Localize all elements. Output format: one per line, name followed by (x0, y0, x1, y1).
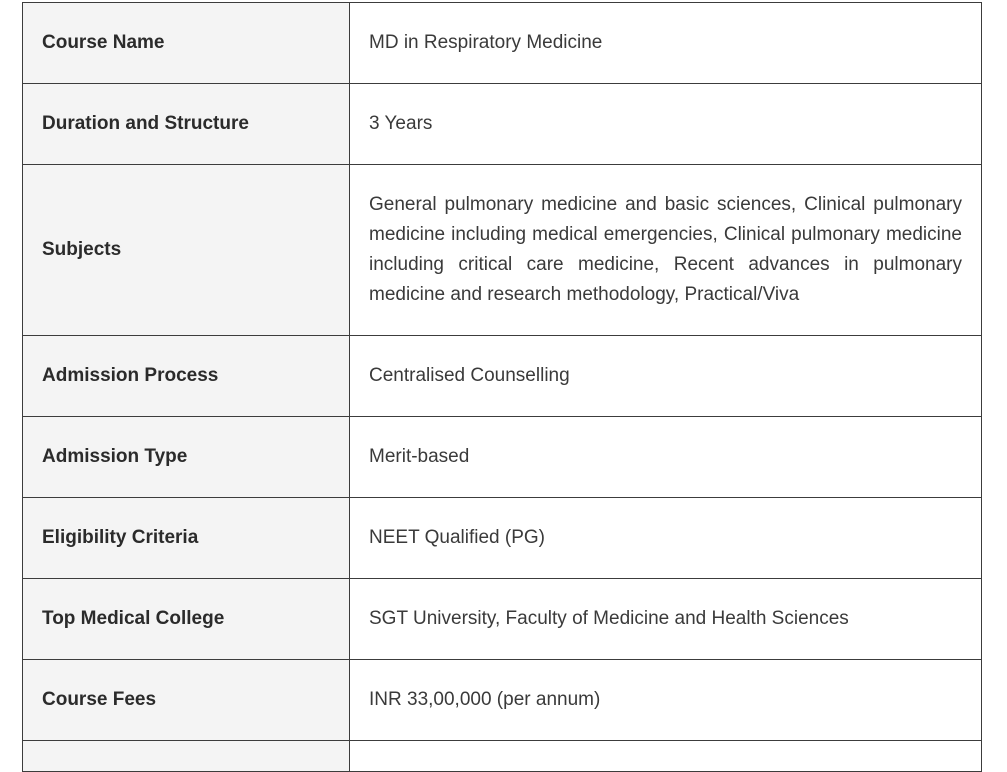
row-label: Top Medical College (23, 579, 350, 660)
row-value: MD in Respiratory Medicine (350, 3, 982, 84)
table-row-subjects (23, 165, 982, 336)
row-label-empty (23, 741, 350, 772)
table-row-next (23, 741, 982, 772)
row-label: Admission Type (23, 417, 350, 498)
row-label: Course Fees (23, 660, 350, 741)
row-value: NEET Qualified (PG) (350, 498, 982, 579)
table-row-top-college (23, 579, 982, 660)
table-row-eligibility (23, 498, 982, 579)
table-row-admission-process (23, 336, 982, 417)
table-row-course-fees (23, 660, 982, 741)
table-row-duration (23, 84, 982, 165)
row-label: Admission Process (23, 336, 350, 417)
row-label: Subjects (23, 165, 350, 336)
row-label: Eligibility Criteria (23, 498, 350, 579)
table-row-course-name (23, 3, 982, 84)
row-value: General pulmonary medicine and basic sciences, Clinical pulmonary medicine including medical emergencies, Clinical pulmonary medicine including critical care medicine, Recent advances in pulmonary medicine and research methodology, Practical/Viva (350, 165, 982, 336)
row-label: Course Name (23, 3, 350, 84)
course-details-table-container (22, 2, 982, 772)
row-label: Duration and Structure (23, 84, 350, 165)
row-value: Merit-based (350, 417, 982, 498)
row-value: INR 33,00,000 (per annum) (350, 660, 982, 741)
row-value-empty (350, 741, 982, 772)
row-value: 3 Years (350, 84, 982, 165)
table-row-admission-type (23, 417, 982, 498)
row-value: Centralised Counselling (350, 336, 982, 417)
row-value: SGT University, Faculty of Medicine and Health Sciences (350, 579, 982, 660)
course-details-table (22, 2, 982, 772)
